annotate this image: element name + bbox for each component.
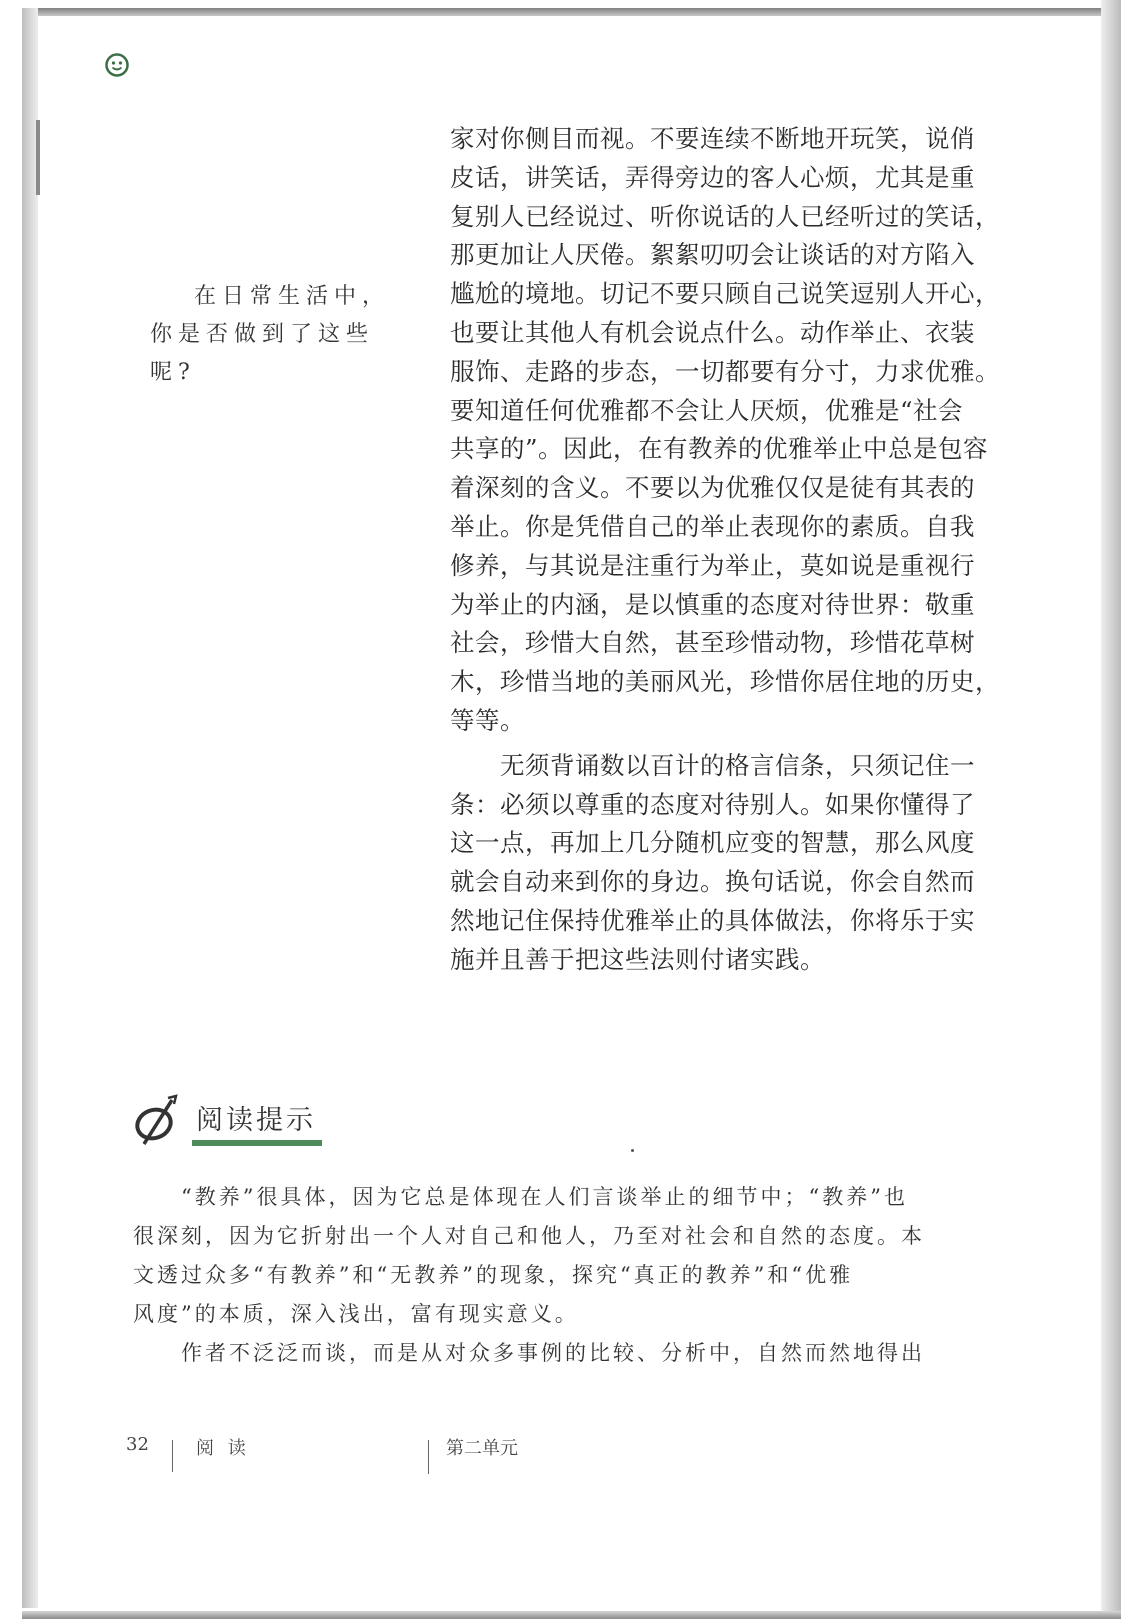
scan-edge-bottom <box>22 1611 1121 1619</box>
body-line: 也要让其他人有机会说点什么。动作举止、衣装 <box>450 317 975 347</box>
margin-question-line: 呢? <box>150 360 196 385</box>
body-line: 服饰、走路的步态，一切都要有分寸，力求优雅。 <box>450 356 1000 386</box>
smiley-icon <box>104 52 130 78</box>
scan-edge-top <box>22 8 1112 16</box>
body-line: 复别人已经说过、听你说话的人已经听过的笑话， <box>450 201 1000 231</box>
body-line: 为举止的内涵，是以慎重的态度对待世界：敬重 <box>450 589 975 619</box>
body-line: 条：必须以尊重的态度对待别人。如果你懂得了 <box>450 789 975 819</box>
body-line: 施并且善于把这些法则付诸实践。 <box>450 944 825 974</box>
body-line: 无须背诵数以百计的格言信条，只须记住一 <box>450 750 975 780</box>
body-line: 那更加让人厌倦。絮絮叨叨会让谈话的对方陷入 <box>450 240 975 270</box>
hint-line: 很深刻，因为它折射出一个人对自己和他人，乃至对社会和自然的态度。本 <box>133 1224 925 1248</box>
footer-section: 阅 读 <box>196 1438 250 1459</box>
page-number: 32 <box>126 1434 149 1455</box>
reading-hint-text <box>133 1178 993 1373</box>
binding-line <box>36 120 40 195</box>
body-text <box>450 120 1010 980</box>
footer-divider <box>172 1440 173 1472</box>
hint-line: “教养”很具体，因为它总是体现在人们言谈举止的细节中；“教养”也 <box>133 1185 908 1209</box>
body-line: 尴尬的境地。切记不要只顾自己说笑逗别人开心， <box>450 279 1000 309</box>
reading-hint-title: 阅读提示 <box>196 1105 316 1136</box>
body-line: 家对你侧目而视。不要连续不断地开玩笑，说俏 <box>450 124 975 153</box>
hint-line: 风度”的本质，深入浅出，富有现实意义。 <box>133 1302 579 1326</box>
hint-line: 文透过众多“有教养”和“无教养”的现象，探究“真正的教养”和“优雅 <box>133 1263 854 1287</box>
body-line: 要知道任何优雅都不会让人厌烦，优雅是“社会 <box>450 395 964 425</box>
body-line: 这一点，再加上几分随机应变的智慧，那么风度 <box>450 828 975 858</box>
body-line: 然地记住保持优雅举止的具体做法，你将乐于实 <box>450 905 975 935</box>
body-line: 举止。你是凭借自己的举止表现你的素质。自我 <box>450 511 975 541</box>
body-line: 社会，珍惜大自然，甚至珍惜动物，珍惜花草树 <box>450 628 975 658</box>
hint-line: 作者不泛泛而谈，而是从对众多事例的比较、分析中，自然而然地得出 <box>133 1341 925 1365</box>
body-line: 皮话，讲笑话，弄得旁边的客人心烦，尤其是重 <box>450 162 975 192</box>
stray-dot <box>631 1149 634 1152</box>
footer-unit: 第二单元 <box>446 1438 518 1459</box>
scan-edge-left <box>22 8 38 1608</box>
body-line: 着深刻的含义。不要以为优雅仅仅是徒有其表的 <box>450 473 975 503</box>
margin-question-line: 你是否做到了这些 <box>150 322 375 347</box>
footer-divider <box>428 1440 429 1474</box>
margin-question-line: 在日常生活中， <box>194 284 391 309</box>
reading-hint-underline <box>192 1140 322 1146</box>
body-line: 就会自动来到你的身边。换句话说，你会自然而 <box>450 867 975 897</box>
body-line: 木，珍惜当地的美丽风光，珍惜你居住地的历史， <box>450 667 1000 697</box>
body-line: 等等。 <box>450 705 525 735</box>
body-line: 修养，与其说是注重行为举止，莫如说是重视行 <box>450 550 975 580</box>
scan-edge-right <box>1101 0 1121 1619</box>
margin-question <box>150 278 400 392</box>
body-line: 共享的”。因此，在有教养的优雅举止中总是包容 <box>450 434 989 464</box>
